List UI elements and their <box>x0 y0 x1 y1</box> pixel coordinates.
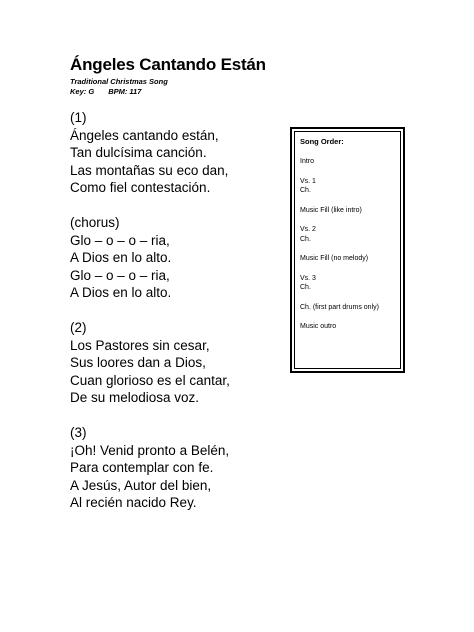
lyric-line: Sus loores dan a Dios, <box>70 355 206 371</box>
order-item-music-fill: Music Fill (no melody) <box>300 255 369 262</box>
lyrics <box>70 109 280 512</box>
stanza-label: (3) <box>70 424 87 440</box>
stanza-3 <box>70 424 280 512</box>
song-title: Ángeles Cantando Están <box>70 55 266 74</box>
lyric-line: A Dios en lo alto. <box>70 250 172 266</box>
lyric-line: A Dios en lo alto. <box>70 285 172 301</box>
song-subtitle: Traditional Christmas Song <box>70 77 168 86</box>
lyric-line: Tan dulcísima canción. <box>70 145 207 161</box>
order-item-music-outro: Music outro <box>300 323 337 330</box>
lyric-line: Glo – o – o – ria, <box>70 267 170 283</box>
stanza-2 <box>70 319 280 407</box>
lyric-line: Los Pastores sin cesar, <box>70 337 210 353</box>
order-item-chorus-drums: Ch. (first part drums only) <box>300 303 379 311</box>
stanza-label: (chorus) <box>70 214 120 230</box>
song-order-box <box>290 127 405 373</box>
lyric-line: Glo – o – o – ria, <box>70 232 170 248</box>
order-item-verse-3: Vs. 3 <box>300 274 316 282</box>
song-bpm: BPM: 117 <box>108 87 142 96</box>
lyric-line: Cuan glorioso es el cantar, <box>70 372 230 388</box>
lyric-line: Ángeles cantando están, <box>70 127 219 143</box>
song-order-inner-border <box>294 131 401 369</box>
order-item-verse-1: Vs. 1 <box>300 177 316 185</box>
order-item-chorus: Ch. <box>300 284 311 291</box>
song-order-list <box>300 137 398 332</box>
stanza-label: (1) <box>70 110 87 125</box>
song-meta <box>70 87 141 96</box>
order-item-intro: Intro <box>300 158 315 165</box>
lyric-line: Como fiel contestación. <box>70 180 211 196</box>
lyric-line: De su melodiosa voz. <box>70 390 200 406</box>
lyric-line: Las montañas su eco dan, <box>70 162 229 178</box>
order-item-chorus: Ch. <box>300 187 311 194</box>
lyric-line: A Jesús, Autor del bien, <box>70 477 212 493</box>
stanza-label: (2) <box>70 319 87 335</box>
order-item-verse-2: Vs. 2 <box>300 226 316 233</box>
lyric-line: Para contemplar con fe. <box>70 460 214 476</box>
order-item-music-fill: Music Fill (like intro) <box>300 206 362 214</box>
song-key: Key: G <box>70 87 95 96</box>
song-order-heading: Song Order: <box>300 137 344 146</box>
stanza-chorus <box>70 214 280 302</box>
stanza-1 <box>70 109 280 197</box>
lyric-line: ¡Oh! Venid pronto a Belén, <box>70 442 230 458</box>
lyric-line: Al recién nacido Rey. <box>70 495 197 511</box>
order-item-chorus: Ch. <box>300 235 311 243</box>
